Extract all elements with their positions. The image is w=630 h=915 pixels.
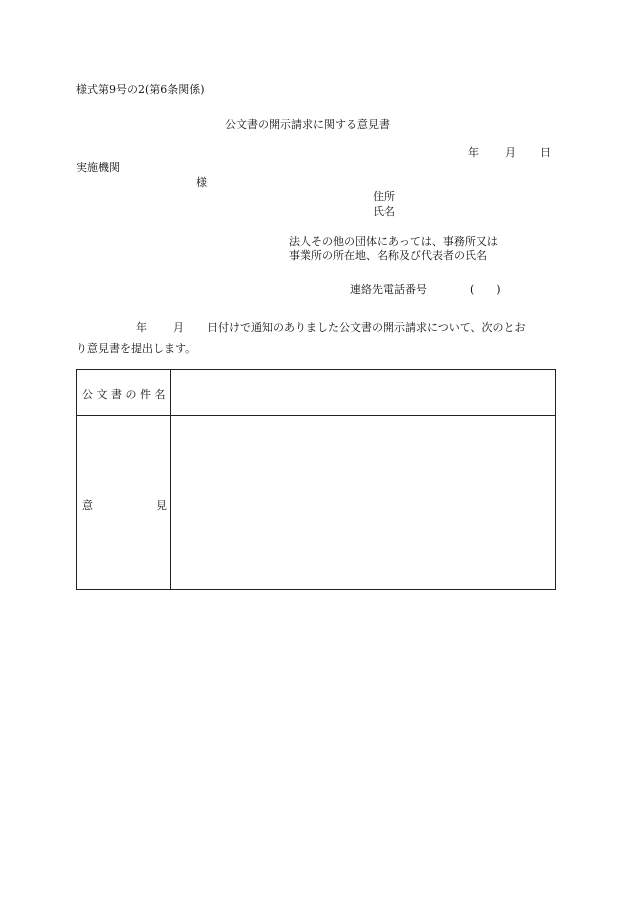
corporate-note-line2: 事業所の所在地、名称及び代表者の氏名 [289, 249, 487, 262]
body-sentence-line1: 日付けで通知のありました公文書の開示請求について、次のとお [207, 321, 526, 334]
address-label: 住所 [373, 190, 395, 203]
row-divider [77, 415, 555, 416]
corporate-note-line1: 法人その他の団体にあっては、事務所又は [289, 235, 498, 248]
document-title: 公文書の開示請求に関する意見書 [225, 118, 390, 131]
opinion-label-char1: 意 [82, 499, 93, 512]
date-year-label: 年 [468, 146, 479, 159]
addressee-agency: 実施機関 [76, 161, 120, 174]
opinion-table [76, 369, 556, 590]
date-month-label: 月 [505, 146, 516, 159]
phone-label: 連絡先電話番号 [350, 283, 427, 296]
opinion-label-char2: 見 [156, 499, 167, 512]
subject-label: 公文書の件名 [82, 388, 169, 401]
date-day-label: 日 [540, 146, 551, 159]
name-label: 氏名 [373, 205, 395, 218]
column-divider [170, 370, 171, 589]
phone-paren: ( ) [470, 283, 501, 296]
body-year-label: 年 [136, 321, 147, 334]
addressee-honorific: 様 [196, 176, 207, 189]
body-sentence-line2: り意見書を提出します。 [76, 342, 197, 355]
body-month-label: 月 [173, 321, 184, 334]
form-number: 様式第9号の2(第6条関係) [76, 83, 205, 96]
